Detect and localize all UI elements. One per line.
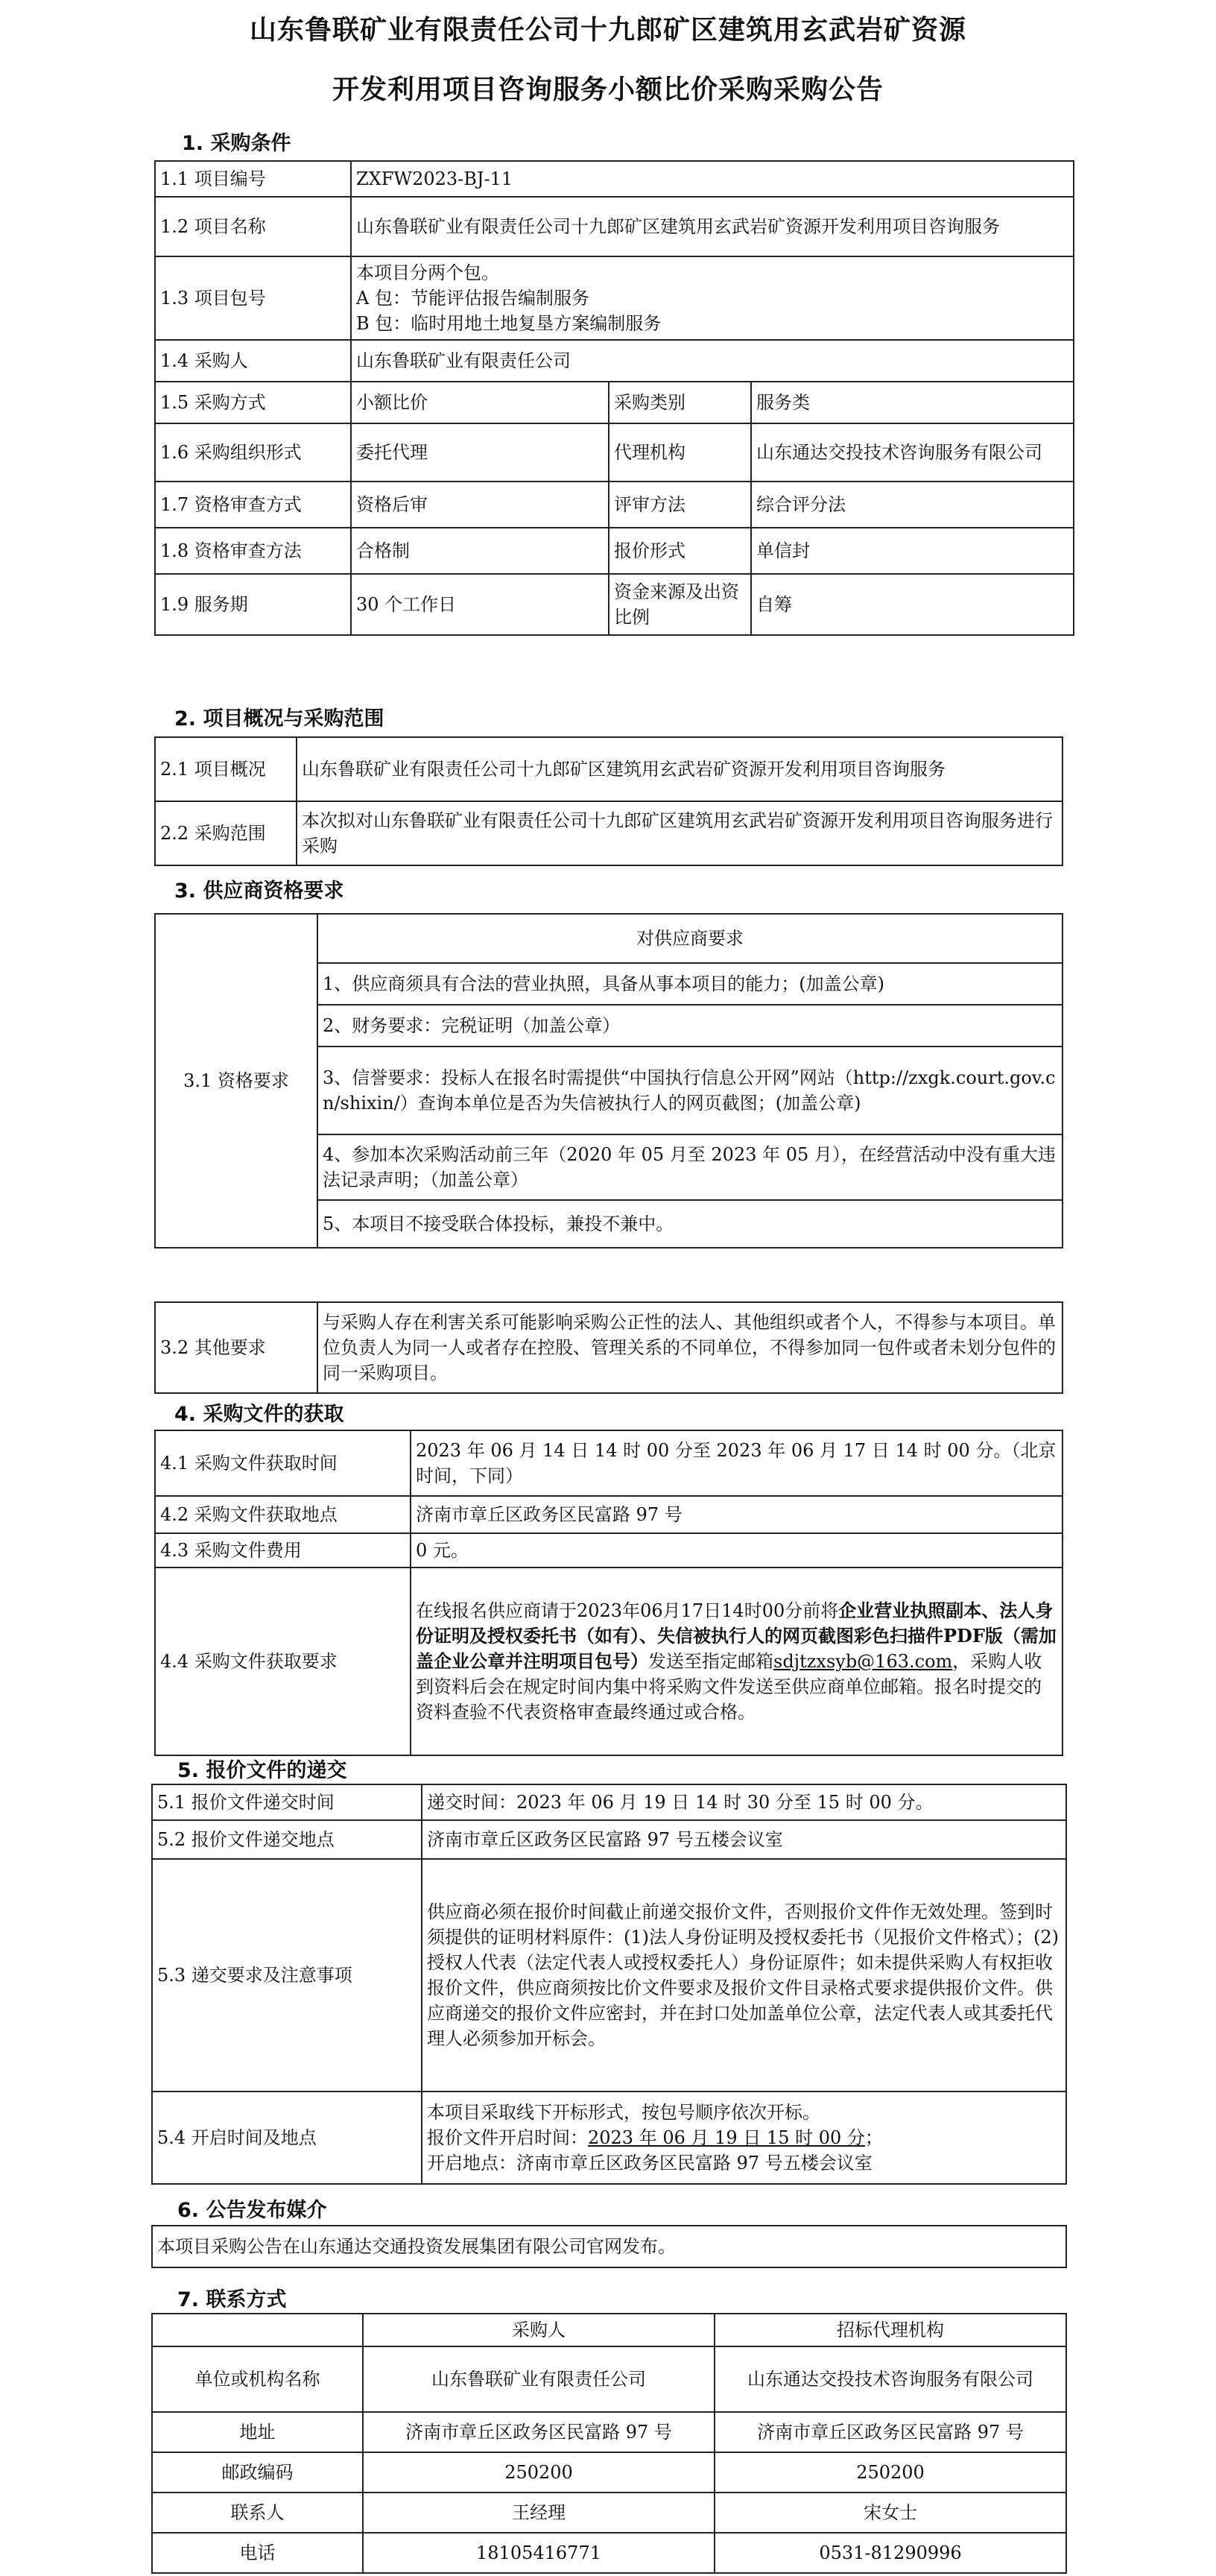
- table-quote-submission: [151, 1784, 1067, 2185]
- section-heading-4: 4. 采购文件的获取: [174, 1403, 344, 1426]
- requirement-5: 5、本项目不接受联合体投标，兼投不兼中。: [317, 1200, 1063, 1248]
- value-organization-form: 委托代理: [351, 423, 609, 482]
- email-link[interactable]: sdjtzxsyb@163.com: [773, 1651, 953, 1672]
- label-acquisition-requirements: 4.4 采购文件获取要求: [155, 1568, 411, 1755]
- label-purchaser: 1.4 采购人: [155, 340, 351, 382]
- package-intro: 本项目分两个包。: [356, 262, 499, 283]
- contact-purchaser-person: 王经理: [363, 2493, 715, 2533]
- value-agency: 山东通达交投技术咨询服务有限公司: [751, 423, 1074, 482]
- value-project-number: ZXFW2023-BJ-11: [351, 161, 1074, 197]
- value-service-period: 30 个工作日: [351, 574, 609, 635]
- label-project-number: 1.1 项目编号: [155, 161, 351, 197]
- section-heading-1: 1. 采购条件: [182, 132, 291, 155]
- value-document-fee: 0 元。: [411, 1533, 1063, 1568]
- label-package-number: 1.3 项目包号: [155, 256, 351, 340]
- value-acquisition-time: 2023 年 06 月 14 日 14 时 00 分至 2023 年 06 月 17 日 14 时 00 分。（北京时间，下同）: [411, 1430, 1063, 1496]
- label-procurement-category: 采购类别: [609, 382, 751, 423]
- value-procurement-method: 小额比价: [351, 382, 609, 423]
- requirement-3: 3、信誉要求：投标人在报名时需提供“中国执行信息公开网”网站（http://zxgk.court.gov.cn/shixin/）查询本单位是否为失信被执行人的网页截图；(加盖公章): [317, 1046, 1063, 1134]
- label-evaluation-method: 评审方法: [609, 482, 751, 528]
- label-quote-form: 报价形式: [609, 528, 751, 574]
- value-submission-time: 递交时间：2023 年 06 月 19 日 14 时 30 分至 15 时 00 分。: [422, 1784, 1066, 1820]
- req-text-1: 在线报名供应商请于2023年06月17日14时00分前将: [416, 1600, 839, 1621]
- requirement-2: 2、财务要求：完税证明（加盖公章）: [317, 1005, 1063, 1046]
- table-project-overview: [154, 736, 1063, 866]
- label-acquisition-time: 4.1 采购文件获取时间: [155, 1430, 411, 1496]
- table-document-acquisition: [154, 1430, 1063, 1756]
- value-project-overview: 山东鲁联矿业有限责任公司十九郎矿区建筑用玄武岩矿资源开发利用项目咨询服务: [297, 737, 1063, 801]
- value-acquisition-requirements: [411, 1568, 1063, 1755]
- label-project-name: 1.2 项目名称: [155, 197, 351, 256]
- value-review-mode: 资格后审: [351, 482, 609, 528]
- label-procurement-method: 1.5 采购方式: [155, 382, 351, 423]
- contact-agency-phone: 0531-81290996: [715, 2533, 1066, 2573]
- header-agency: 招标代理机构: [715, 2314, 1066, 2346]
- contact-label-name: 单位或机构名称: [152, 2346, 363, 2412]
- requirement-4: 4、参加本次采购活动前三年（2020 年 05 月至 2023 年 05 月），在经营活动中没有重大违法记录声明；（加盖公章）: [317, 1134, 1063, 1200]
- header-purchaser: 采购人: [363, 2314, 715, 2346]
- value-publication-media: 本项目采购公告在山东通达交通投资发展集团有限公司官网发布。: [152, 2226, 1066, 2267]
- opening-time-value: 2023 年 06 月 19 日 15 时 00 分: [588, 2127, 865, 2148]
- value-purchaser: 山东鲁联矿业有限责任公司: [351, 340, 1074, 382]
- label-review-method: 1.8 资格审查方法: [155, 528, 351, 574]
- table-purchase-conditions: [154, 160, 1074, 636]
- contact-label-person: 联系人: [152, 2493, 363, 2533]
- label-organization-form: 1.6 采购组织形式: [155, 423, 351, 482]
- section-heading-3: 3. 供应商资格要求: [174, 880, 344, 903]
- label-procurement-scope: 2.2 采购范围: [155, 801, 297, 865]
- package-b: B 包：临时用地土地复垦方案编制服务: [356, 313, 662, 334]
- table-publication-media: [151, 2225, 1067, 2268]
- section-heading-7: 7. 联系方式: [177, 2288, 287, 2311]
- value-other-requirements: 与采购人存在利害关系可能影响采购公正性的法人、其他组织或者个人，不得参与本项目。单位负责人为同一人或者存在控股、管理关系的不同单位，不得参加同一包件或者未划分包件的同一采购项目。: [317, 1302, 1063, 1393]
- value-project-name: 山东鲁联矿业有限责任公司十九郎矿区建筑用玄武岩矿资源开发利用项目咨询服务: [351, 197, 1074, 256]
- value-submission-place: 济南市章丘区政务区民富路 97 号五楼会议室: [422, 1820, 1066, 1859]
- label-acquisition-place: 4.2 采购文件获取地点: [155, 1496, 411, 1533]
- label-opening-time-place: 5.4 开启时间及地点: [152, 2092, 422, 2184]
- table-other-requirements: [154, 1301, 1063, 1394]
- value-acquisition-place: 济南市章丘区政务区民富路 97 号: [411, 1496, 1063, 1533]
- label-review-mode: 1.7 资格审查方式: [155, 482, 351, 528]
- section-heading-5: 5. 报价文件的递交: [177, 1759, 347, 1782]
- value-procurement-category: 服务类: [751, 382, 1074, 423]
- label-submission-notes: 5.3 递交要求及注意事项: [152, 1859, 422, 2092]
- value-package-number: [351, 256, 1074, 340]
- page-title-line1: 山东鲁联矿业有限责任公司十九郎矿区建筑用玄武岩矿资源: [249, 15, 966, 45]
- section-heading-6: 6. 公告发布媒介: [177, 2199, 327, 2222]
- value-quote-form: 单信封: [751, 528, 1074, 574]
- contact-purchaser-address: 济南市章丘区政务区民富路 97 号: [363, 2412, 715, 2452]
- contact-label-address: 地址: [152, 2412, 363, 2452]
- label-document-fee: 4.3 采购文件费用: [155, 1533, 411, 1568]
- value-funding-source: 自筹: [751, 574, 1074, 635]
- value-opening-time-place: [422, 2092, 1066, 2184]
- label-project-overview: 2.1 项目概况: [155, 737, 297, 801]
- value-evaluation-method: 综合评分法: [751, 482, 1074, 528]
- contact-agency-postcode: 250200: [715, 2452, 1066, 2493]
- page-title-line2: 开发利用项目咨询服务小额比价采购采购公告: [332, 75, 884, 105]
- value-review-method: 合格制: [351, 528, 609, 574]
- req-text-bold: 企业营业执照副本、法人身份证明及授权委托书（如有）、失信被执行人的网页截图彩色扫描件PDF版（需加盖企业公章并注明项目包号）: [416, 1600, 1057, 1672]
- requirement-1: 1、供应商须具有合法的营业执照，具备从事本项目的能力；(加盖公章): [317, 963, 1063, 1005]
- value-procurement-scope: 本次拟对山东鲁联矿业有限责任公司十九郎矿区建筑用玄武岩矿资源开发利用项目咨询服务进行采购: [297, 801, 1063, 865]
- contact-agency-person: 宋女士: [715, 2493, 1066, 2533]
- req-text-2: 发送至指定邮箱: [648, 1651, 773, 1672]
- table-supplier-qualification: [154, 913, 1063, 1248]
- contact-agency-name: 山东通达交投技术咨询服务有限公司: [715, 2346, 1066, 2412]
- label-submission-place: 5.2 报价文件递交地点: [152, 1820, 422, 1859]
- contact-purchaser-phone: 18105416771: [363, 2533, 715, 2573]
- req-text-3: ，采购人收到资料后会在规定时间内集中将采购文件发送至供应商单位邮箱。报名时提交的资料查验不代表资格审查最终通过或合格。: [416, 1651, 1042, 1723]
- label-agency: 代理机构: [609, 423, 751, 482]
- section-heading-2: 2. 项目概况与采购范围: [174, 707, 384, 730]
- package-a: A 包：节能评估报告编制服务: [356, 288, 589, 309]
- label-funding-source: 资金来源及出资比例: [609, 574, 751, 635]
- supplier-requirements-header: 对供应商要求: [317, 914, 1063, 963]
- contact-purchaser-postcode: 250200: [363, 2452, 715, 2493]
- opening-place: 开启地点：济南市章丘区政务区民富路 97 号五楼会议室: [427, 2153, 873, 2174]
- contact-agency-address: 济南市章丘区政务区民富路 97 号: [715, 2412, 1066, 2452]
- label-service-period: 1.9 服务期: [155, 574, 351, 635]
- table-contact-info: [151, 2313, 1067, 2574]
- label-other-requirements: 3.2 其他要求: [155, 1302, 317, 1393]
- opening-format: 本项目采取线下开标形式，按包号顺序依次开标。: [427, 2102, 820, 2123]
- contact-label-phone: 电话: [152, 2533, 363, 2573]
- contact-label-postcode: 邮政编码: [152, 2452, 363, 2493]
- value-submission-notes: 供应商必须在报价时间截止前递交报价文件，否则报价文件作无效处理。签到时须提供的证明材料原件：(1)法人身份证明及授权委托书（见报价文件格式）；(2)授权人代表（法定代表人或授权委托人）身份证原件；如未提供采购人有权拒收报价文件，供应商须按比价文件要求及报价文件目录格式要求提供报价文件。供应商递交的报价文件应密封，并在封口处加盖单位公章，法定代表人或其委托代理人必须参加开标会。: [422, 1859, 1066, 2092]
- label-qualification: 3.1 资格要求: [155, 914, 317, 1248]
- label-submission-time: 5.1 报价文件递交时间: [152, 1784, 422, 1820]
- opening-time: 报价文件开启时间：2023 年 06 月 19 日 15 时 00 分；: [427, 2127, 883, 2148]
- contact-purchaser-name: 山东鲁联矿业有限责任公司: [363, 2346, 715, 2412]
